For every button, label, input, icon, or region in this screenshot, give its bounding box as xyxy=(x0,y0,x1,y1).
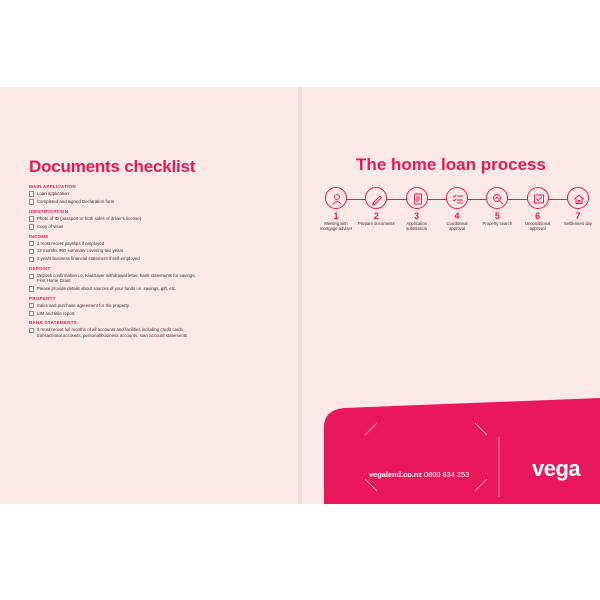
step-label: Application submission xyxy=(406,221,428,231)
footer-website[interactable]: vegalend.co.nz xyxy=(369,470,422,479)
checkbox[interactable] xyxy=(29,311,34,316)
footer-contact xyxy=(369,470,469,479)
checkbox[interactable] xyxy=(29,274,34,279)
step-number: 2 xyxy=(373,211,379,221)
step-label: Settlement day xyxy=(564,221,592,226)
step-label: Prepare documents xyxy=(358,221,395,226)
checklist-item-label: Sales and purchase agreement for the property xyxy=(36,302,129,308)
checkbox[interactable] xyxy=(29,328,34,333)
process-title: The home loan process xyxy=(356,155,546,174)
step-label: Conditional approval xyxy=(446,221,468,231)
checklist-item xyxy=(29,191,279,197)
checklist-section xyxy=(29,320,279,337)
checklist-section-heading: IDENTIFICATION xyxy=(29,208,69,214)
checklist-sections xyxy=(29,184,279,342)
checklist-item xyxy=(29,248,279,254)
step-number: 3 xyxy=(414,211,420,221)
checklist-item-label: 3 most recent full months of all accounts and facilities including credit cards, transactional accounts, personal/business accounts, loan account statements xyxy=(36,327,188,338)
checklist-section-heading: PROPERTY xyxy=(29,295,56,301)
checklist-section-heading: MAIN APPLICATION xyxy=(29,184,76,189)
step-number: 7 xyxy=(575,211,581,221)
checklist-item xyxy=(29,216,279,222)
left-page xyxy=(0,87,298,504)
checklist-item-label: Please provide details about sources of your funds i.e. savings, gift, etc. xyxy=(36,285,177,291)
step-number: 5 xyxy=(494,211,500,221)
vega-logo: vega xyxy=(532,456,581,481)
checklist-item-label: 3 most recent payslips if employed xyxy=(36,240,105,246)
checklist-item xyxy=(29,199,279,205)
step-number: 4 xyxy=(454,211,460,221)
checklist-section-heading: INCOME xyxy=(29,233,49,239)
checklist-item xyxy=(29,311,279,317)
checkbox[interactable] xyxy=(29,286,34,291)
checklist-item xyxy=(29,286,279,292)
checklist-section-heading: BANK STATEMENTS xyxy=(29,320,77,326)
checklist-item-label: Deposit confirmation i.e. KiwiSaver withdrawal letter, bank statements for savings, First Home Grant xyxy=(36,273,196,284)
checkbox[interactable] xyxy=(29,257,34,262)
checkbox[interactable] xyxy=(29,191,34,196)
checklist-section xyxy=(29,184,279,205)
checklist-section xyxy=(29,296,279,317)
checklist-item xyxy=(29,241,279,247)
checkbox[interactable] xyxy=(29,241,34,246)
checklist-item xyxy=(29,327,279,337)
checklist-item xyxy=(29,256,279,262)
footer-band xyxy=(302,87,600,504)
step-label: Unconditional approval xyxy=(524,221,551,231)
right-page xyxy=(302,87,600,504)
checkbox[interactable] xyxy=(29,224,34,229)
footer-phone[interactable]: 0800 834 253 xyxy=(424,470,470,479)
step-label: Meeting with mortgage adviser xyxy=(319,221,353,231)
checklist-section xyxy=(29,209,279,230)
checklist-item xyxy=(29,273,279,283)
checklist-item-label: 12 months IRD summary covering two years xyxy=(36,248,124,254)
checklist-title: Documents checklist xyxy=(29,157,196,176)
checklist-item-label: Loan application xyxy=(36,191,69,196)
step-number: 6 xyxy=(535,211,541,221)
checkbox[interactable] xyxy=(29,216,34,221)
step-label: Property search xyxy=(482,221,513,226)
checkbox[interactable] xyxy=(29,303,34,308)
checklist-item-label: 2 years business financial statement if self-employed xyxy=(36,256,140,262)
checklist-section-heading: DEPOSIT xyxy=(29,266,51,272)
checklist-item-label: Copy of visas xyxy=(36,223,64,229)
checklist-item xyxy=(29,224,279,230)
checklist-item xyxy=(29,303,279,309)
checklist-item-label: Completed and signed Declaration form xyxy=(36,198,115,204)
checklist-item-label: Photo of ID (passport or both sides of driver's license) xyxy=(36,215,142,221)
checklist-section xyxy=(29,266,279,291)
checkbox[interactable] xyxy=(29,249,34,254)
step-number: 1 xyxy=(333,211,339,221)
checkbox[interactable] xyxy=(29,199,34,204)
checklist-item-label: LIM and titile report xyxy=(36,310,75,316)
brochure-spread xyxy=(0,87,600,504)
checklist-section xyxy=(29,234,279,263)
